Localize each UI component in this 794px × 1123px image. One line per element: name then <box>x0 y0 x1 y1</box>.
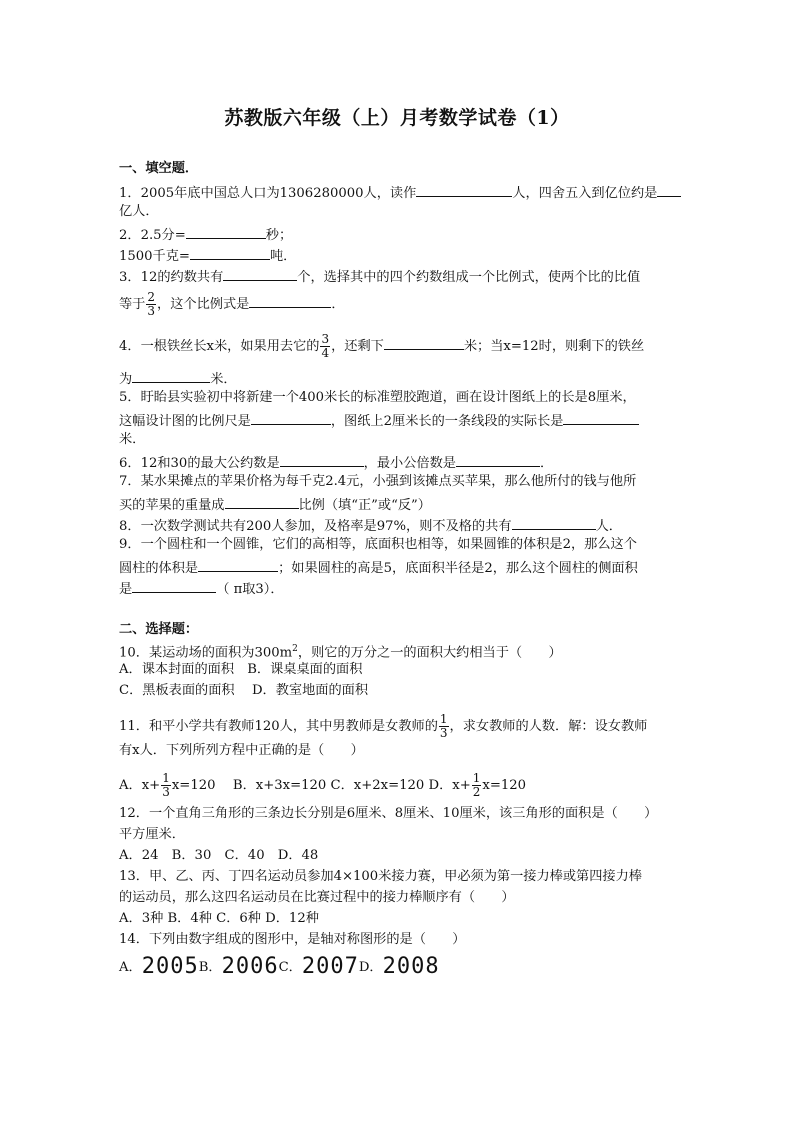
q3-frac-den: 3 <box>147 304 156 318</box>
q5-line3: 米． <box>119 432 146 447</box>
q4-text-a3: 米；当x=12时，则剩下的铁丝 <box>463 339 645 354</box>
q8-blank-failed[interactable] <box>512 515 596 530</box>
q10-options-2: C．黑板表面的面积 D．教室地面的面积 <box>119 683 369 698</box>
q5-line1: 5．盱眙县实验初中将新建一个400米长的标准塑胶跑道，画在设计图纸上的长是8厘米， <box>119 390 636 405</box>
q10-line1 <box>119 640 562 662</box>
page-title: 苏教版六年级（上）月考数学试卷（1） <box>224 107 570 129</box>
q14-opt-d-value: 2008 <box>382 954 440 979</box>
q2-text-a1: 2．2.5分= <box>119 228 186 243</box>
q4-text-b2: 米． <box>210 372 237 387</box>
q11-text-a2: ，求女教师的人数．解：设女教师 <box>449 719 648 734</box>
q3-text-b1: 等于 <box>119 297 146 312</box>
q14-line1: 14．下列由数字组成的图形中，是轴对称图形的是（ ） <box>119 932 466 947</box>
q12-line2: 平方厘米． <box>119 827 185 842</box>
q7-line1: 7．某水果摊点的苹果价格为每千克2.4元，小强到该摊点买苹果，那么他所付的钱与他所 <box>119 474 637 489</box>
q9-blank-volume[interactable] <box>198 557 278 572</box>
q14-opt-a-value: 2005 <box>141 954 199 979</box>
q8-text-a2: 人． <box>595 519 622 534</box>
q4-frac-num: 3 <box>321 332 330 346</box>
q7-blank-proportion[interactable] <box>225 494 299 509</box>
q6-text-a1: 6．12和30的最大公约数是 <box>119 456 280 471</box>
q14-opt-b-value: 2006 <box>221 954 279 979</box>
q3-text-a2: 个，选择其中的四个约数组成一个比例式，使两个比的比值 <box>297 270 641 285</box>
q4-text-a1: 4．一根铁丝长x米，如果用去它的 <box>119 339 320 354</box>
section-fill-heading: 一、填空题． <box>119 161 199 176</box>
q11-line2: 有x人．下列所列方程中正确的是（ ） <box>119 743 364 758</box>
q6-blank-lcm[interactable] <box>456 452 540 467</box>
q4-blank-remaining[interactable] <box>384 335 464 350</box>
q5-line2 <box>119 410 639 431</box>
q2-text-a2: 秒； <box>265 228 293 243</box>
q1-line1 <box>119 182 681 203</box>
q3-line2 <box>119 291 345 318</box>
q8-text-a1: 8．一次数学测试共有200人参加，及格率是97%，则不及格的共有 <box>119 519 512 534</box>
q3-line1 <box>119 266 640 287</box>
q3-fraction <box>146 291 156 318</box>
q2-text-b1: 1500千克= <box>119 249 190 264</box>
q5-text-b1: 这幅设计图的比例尺是 <box>119 414 251 429</box>
q6-text-a3: ． <box>539 456 554 471</box>
q3-blank-proportion[interactable] <box>249 293 331 308</box>
q9-line1: 9．一个圆柱和一个圆锥，它们的高相等，底面积也相等，如果圆锥的体积是2，那么这个 <box>119 537 637 552</box>
q9-text-b2: ；如果圆柱的高是5，底面积半径是2，那么这个圆柱的侧面积 <box>278 561 638 576</box>
q11-frac-den: 3 <box>439 726 448 740</box>
q10-options-1: A．课本封面的面积 B．课桌桌面的面积 <box>119 662 363 677</box>
q14-opt-c-label: C． <box>278 960 302 975</box>
section-choice-heading: 二、选择题： <box>119 622 199 637</box>
q3-blank-count[interactable] <box>223 266 297 281</box>
q11-text-a1: 11．和平小学共有教师120人，其中男教师是女教师的 <box>119 719 438 734</box>
q9-text-b1: 圆柱的体积是 <box>119 561 199 576</box>
q13-line2: 的运动员，那么这四名运动员在比赛过程中的接力棒顺序有（ ） <box>119 890 515 905</box>
q11-opt-a-prefix: A．x+ <box>119 778 161 793</box>
q1-line2: 亿人． <box>119 204 159 219</box>
q3-text-b2: ，这个比例式是 <box>157 297 250 312</box>
q14-opt-d-label: D． <box>358 960 383 975</box>
q6-blank-gcd[interactable] <box>280 452 364 467</box>
q11-options <box>119 772 526 799</box>
q10-text-a1: 10．某运动场的面积为300m <box>119 645 293 661</box>
q3-frac-num: 2 <box>147 290 156 304</box>
q11-opt-a-den: 3 <box>162 785 170 799</box>
q2-blank-tons[interactable] <box>190 245 270 260</box>
q7-line2 <box>119 494 431 515</box>
q10-superscript: 2 <box>292 644 298 654</box>
q3-text-a1: 3．12的约数共有 <box>119 270 224 285</box>
q13-options: A．3种 B．4种 C．6种 D．12种 <box>119 911 319 926</box>
q2-blank-seconds[interactable] <box>186 224 266 239</box>
q9-text-c1: 是 <box>119 582 133 597</box>
q11-frac-num: 1 <box>439 712 448 726</box>
q1-text-b: 人，四舍五入到亿位约是 <box>512 186 658 201</box>
q4-text-a2: ，还剩下 <box>331 339 384 354</box>
q4-line2 <box>119 368 237 389</box>
q6-text-a2: ，最小公倍数是 <box>363 456 456 471</box>
q9-blank-area[interactable] <box>132 578 216 593</box>
q11-opt-d-suffix: x=120 <box>482 778 527 793</box>
q8-line1 <box>119 515 622 536</box>
q11-line1 <box>119 713 647 740</box>
q11-opt-d-den: 2 <box>472 785 481 799</box>
q14-options <box>119 954 440 979</box>
q6-line1 <box>119 452 553 473</box>
q11-opt-d-fraction <box>472 772 482 799</box>
q3-text-b3: ． <box>331 297 345 312</box>
q11-opt-a-fraction <box>161 772 171 799</box>
q5-blank-length[interactable] <box>563 410 639 425</box>
q11-opt-d-num: 1 <box>472 771 481 785</box>
q14-opt-b-label: B． <box>198 960 222 975</box>
q2-line1 <box>119 224 292 245</box>
q4-text-b1: 为 <box>119 372 133 387</box>
q10-text-a2: ，则它的万分之一的面积大约相当于（ ） <box>297 645 562 661</box>
q4-line1 <box>119 333 644 360</box>
q5-text-b2: ，图纸上2厘米长的一条线段的实际长是 <box>330 414 564 429</box>
q13-line1: 13．甲、乙、丙、丁四名运动员参加4×100米接力赛，甲必须为第一接力棒或第四接力棒 <box>119 869 642 884</box>
q4-fraction <box>320 333 330 360</box>
q2-line2 <box>119 245 296 266</box>
q9-line3 <box>119 578 284 599</box>
q4-blank-value[interactable] <box>132 368 210 383</box>
q1-text-a: 1．2005年底中国总人口为1306280000人，读作 <box>119 186 417 201</box>
q11-fraction <box>439 713 449 740</box>
q11-opt-bcd: x=120 B．x+3x=120 C．x+2x=120 D．x+ <box>171 778 471 793</box>
q14-opt-a-label: A． <box>119 960 142 975</box>
q11-opt-a-num: 1 <box>162 771 170 785</box>
q7-text-b2: 比例（填“正”或“反”） <box>298 498 431 513</box>
q2-text-b2: 吨． <box>270 249 297 264</box>
q9-line2 <box>119 557 638 578</box>
q12-options: A．24 B．30 C．40 D．48 <box>119 848 319 863</box>
q7-text-b1: 买的苹果的重量成 <box>119 498 225 513</box>
q1-blank-rounded[interactable] <box>657 182 681 197</box>
q4-frac-den: 4 <box>321 346 330 360</box>
q1-blank-reading[interactable] <box>416 182 512 197</box>
q9-text-c2: （ π取3）． <box>216 582 284 597</box>
q12-line1: 12．一个直角三角形的三条边长分别是6厘米、8厘米、10厘米，该三角形的面积是（ ） <box>119 806 658 821</box>
q5-blank-scale[interactable] <box>251 410 331 425</box>
q14-opt-c-value: 2007 <box>301 954 359 979</box>
